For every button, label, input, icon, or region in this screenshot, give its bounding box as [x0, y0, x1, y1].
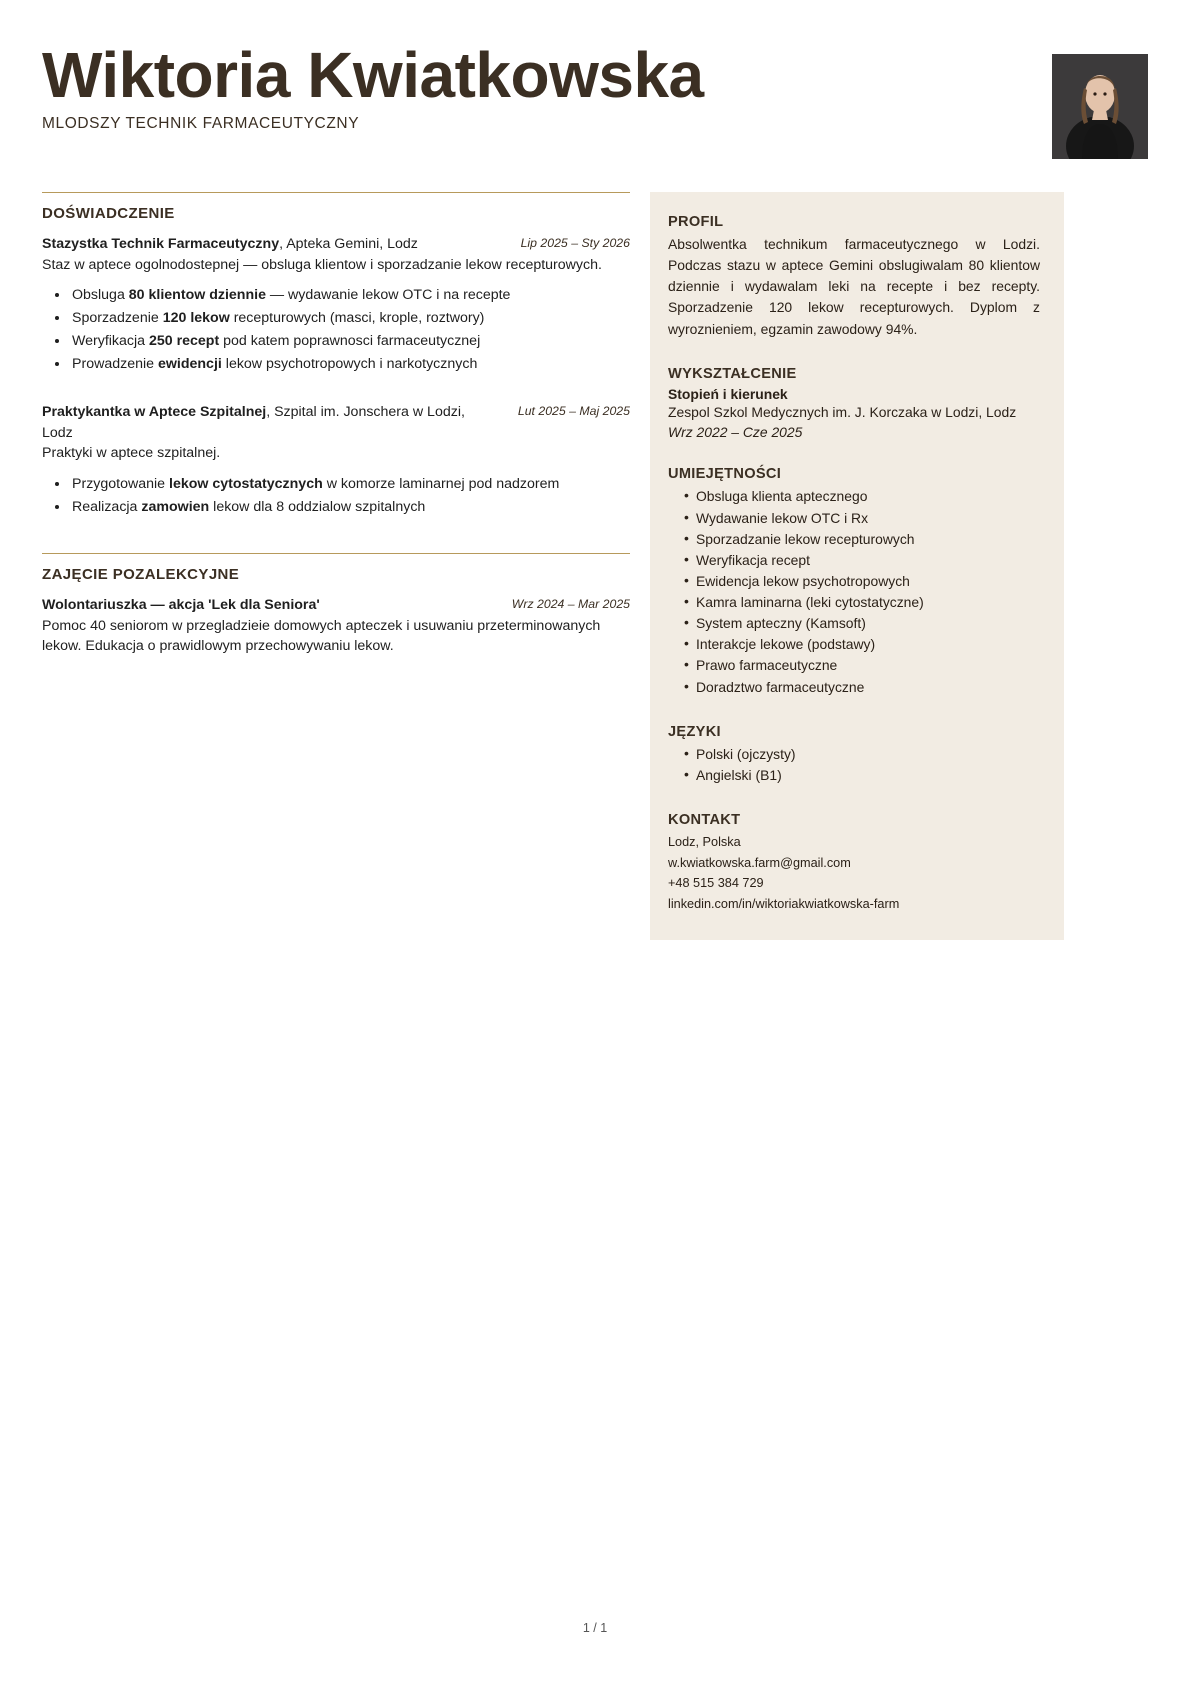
section-title-extracurricular: ZAJĘCIE POZALEKCYJNE — [42, 565, 240, 583]
list-item: • Kamra laminarna (leki cytostatyczne) — [684, 592, 1040, 613]
list-item: • Wydawanie lekow OTC i Rx — [684, 508, 1040, 529]
list-item: • Angielski (B1) — [684, 765, 1040, 786]
entry-meta: , Szpital im. Jonschera w Lodzi, Lodz — [42, 404, 465, 441]
bullet-post: pod katem poprawnosci farmaceutycznej — [219, 333, 481, 350]
list-item: • Ewidencja lekow psychotropowych — [684, 571, 1040, 592]
section-title-languages: JĘZYKI — [668, 723, 721, 740]
entry-description: Pomoc 40 seniorom w przegladzieie domowych apteczek i usuwaniu przeterminowanych lekow. Edukacja o prawidlowym przechowywaniu lekow. — [42, 617, 601, 655]
bullet-post: — wydawanie lekow OTC i na recepte — [265, 287, 511, 304]
bullet-post: w komorze laminarnej pod nadzorem — [322, 475, 560, 492]
entry-header — [42, 402, 630, 443]
languages-list — [668, 744, 1040, 786]
entry-title: Wolontariuszka — akcja 'Lek dla Seniora' — [42, 596, 320, 613]
bullet-pre: Realizacja — [72, 498, 142, 515]
contact-location: Lodz, Polska — [668, 834, 741, 849]
sidebar — [650, 192, 1064, 940]
list-item — [70, 284, 630, 307]
entry-meta: , Apteka Gemini, Lodz — [279, 236, 418, 252]
entry-description: Staz w aptece ogolnodostepnej — obsluga klientow i sporzadzanie lekow recepturowych. — [42, 256, 602, 273]
bullet-pre: Sporzadzenie — [72, 310, 163, 327]
entry-bullet-list — [42, 473, 630, 519]
bullet-bold: zamowien — [141, 498, 210, 515]
bullet-post: lekow psychotropowych i narkotycznych — [221, 356, 478, 373]
extracurricular-entry — [42, 595, 630, 657]
section-divider — [42, 192, 630, 193]
list-item — [70, 473, 630, 496]
entry-title: Stazystka Technik Farmaceutyczny — [42, 236, 280, 252]
list-item: • Doradztwo farmaceutyczne — [684, 677, 1040, 698]
bullet-pre: Przygotowanie — [72, 475, 169, 492]
list-item: • Obsluga klienta aptecznego — [684, 486, 1040, 507]
entry-description: Praktyki w aptece szpitalnej. — [42, 445, 221, 462]
list-item: • Weryfikacja recept — [684, 550, 1040, 571]
bullet-pre: Weryfikacja — [72, 333, 149, 350]
bullet-post: recepturowych (masci, krople, roztwory) — [229, 310, 485, 327]
experience-entry — [42, 234, 630, 376]
bullet-pre: Obsluga — [72, 287, 129, 304]
skills-list — [668, 486, 1040, 697]
resume-header — [42, 39, 1148, 162]
portrait-photo-icon — [1052, 54, 1148, 159]
entry-date: Lip 2025 – Sty 2026 — [520, 236, 630, 250]
list-item — [70, 330, 630, 353]
contact-phone[interactable]: +48 515 384 729 — [668, 876, 764, 891]
bullet-bold: lekow cytostatycznych — [169, 475, 323, 492]
list-item — [70, 353, 630, 376]
contact-email[interactable]: w.kwiatkowska.farm@gmail.com — [668, 855, 851, 870]
list-item — [70, 496, 630, 519]
entry-date: Wrz 2024 – Mar 2025 — [511, 596, 630, 611]
list-item — [70, 307, 630, 330]
section-divider — [42, 553, 630, 554]
list-item: • Interakcje lekowe (podstawy) — [684, 634, 1040, 655]
main-column — [42, 192, 630, 669]
avatar — [1052, 54, 1148, 159]
list-item: • Polski (ojczysty) — [684, 744, 1040, 765]
entry-title: Praktykantka w Aptece Szpitalnej — [42, 404, 267, 421]
list-item: • Sporzadzanie lekow recepturowych — [684, 529, 1040, 550]
list-item: • Prawo farmaceutyczne — [684, 655, 1040, 676]
section-title-experience: DOŚWIADCZENIE — [42, 205, 175, 222]
education-date: Wrz 2022 – Cze 2025 — [668, 424, 803, 441]
page-indicator: 1 / 1 — [582, 1621, 608, 1635]
contact-linkedin[interactable]: linkedin.com/in/wiktoriakwiatkowska-farm — [668, 896, 900, 911]
bullet-bold: ewidencji — [157, 356, 222, 373]
job-title-subtitle: MLODSZY TECHNIK FARMACEUTYCZNY — [42, 115, 360, 133]
bullet-post: lekow dla 8 oddzialow szpitalnych — [209, 498, 426, 515]
education-degree: Stopień i kierunek — [668, 385, 788, 402]
entry-header — [42, 234, 630, 255]
page-title: Wiktoria Kwiatkowska — [42, 39, 704, 111]
section-title-contact: KONTAKT — [668, 811, 741, 828]
section-spacer — [42, 531, 630, 553]
bullet-bold: 120 lekow — [162, 310, 230, 327]
entry-bullet-list — [42, 284, 630, 376]
bullet-pre: Prowadzenie — [72, 356, 158, 373]
bullet-bold: 250 recept — [149, 333, 220, 350]
list-item: • System apteczny (Kamsoft) — [684, 613, 1040, 634]
bullet-bold: 80 klientow dziennie — [128, 287, 266, 304]
education-school: Zespol Szkol Medycznych im. J. Korczaka w Lodzi, Lodz — [668, 403, 1017, 420]
entry-date: Lut 2025 – Maj 2025 — [517, 404, 630, 419]
entry-header — [42, 595, 630, 616]
section-title-skills: UMIEJĘTNOŚCI — [668, 466, 782, 483]
section-title-education: WYKSZTAŁCENIE — [668, 365, 797, 382]
experience-entry — [42, 402, 630, 519]
section-title-profile: PROFIL — [668, 214, 724, 230]
profile-text: Absolwentka technikum farmaceutycznego w Lodzi. Podczas stazu w aptece Gemini obslugiwalam 80 klientow dziennie i wydawalam leki na recepte i bez recepty. Sporzadzenie 120 lekow recepturowych. Dyplom z wyroznieniem, egzamin zawodowy 94%. — [668, 236, 1040, 337]
